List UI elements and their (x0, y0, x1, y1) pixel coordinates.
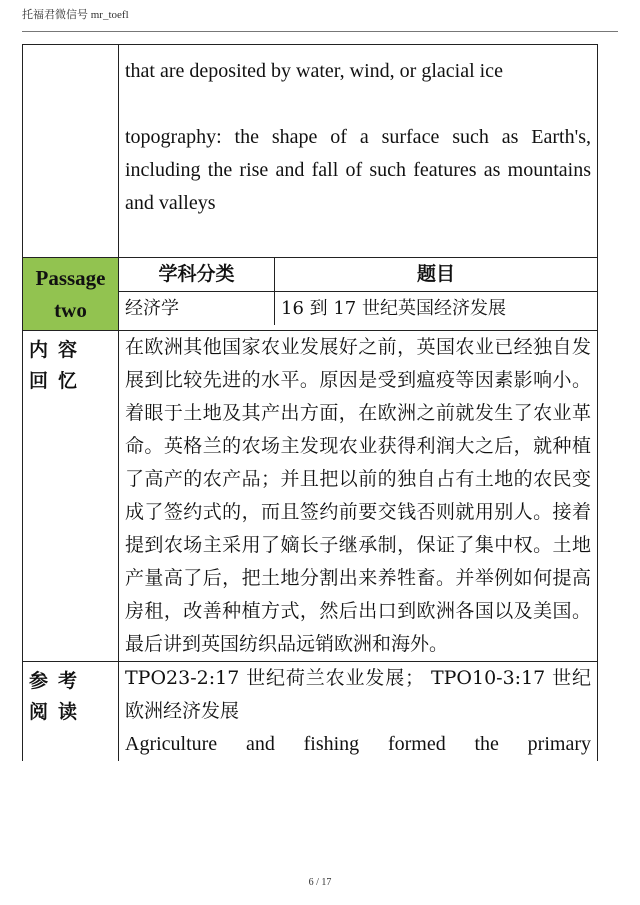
topic-header: 题目 (416, 263, 455, 285)
reference-english: Agriculture and fishing formed the primary (125, 733, 591, 755)
page-number: 6 / 17 (308, 877, 332, 888)
table-row-recall (23, 331, 597, 662)
passage-value-row (119, 292, 597, 325)
topic-value: 16 到 17 世纪英国经济发展 (281, 298, 506, 319)
reference-list: TPO23-2:17 世纪荷兰农业发展； TPO10-3:17 世纪欧洲经济发展 (125, 667, 591, 722)
recall-text: 在欧洲其他国家农业发展好之前，英国农业已经独自发展到比较先进的水平。原因是受到瘟疫等因素影响小。着眼于土地及其产出方面，在欧洲之前就发生了农业革命。英格兰的农场主发现农业获得利润大之后，就种植了高产的农产品；并且把以前的独自占有土地的农民变成了签约式的，而且签约前要交钱否则就用别人。接着提到农场主采用了嫡长子继承制，保证了集中权。土地产量高了后，把土地分割出来养牲畜。并举例如何提高房租，改善种植方式，然后出口到欧洲各国以及美国。最后讲到英国纺织品远销欧洲和海外。 (125, 336, 591, 655)
content-table (22, 44, 598, 761)
header-text: 托福君微信号 mr_toefl (22, 9, 129, 21)
table-row-reference (23, 662, 597, 761)
passage-info (119, 258, 597, 330)
vocabulary-line: that are deposited by water, wind, or glacial ice (125, 60, 503, 82)
passage-label: Passage two (23, 258, 119, 330)
subject-value: 经济学 (119, 292, 275, 325)
passage-header-row (119, 258, 597, 292)
reference-label: 参考阅读 (23, 662, 119, 761)
vocabulary-cell (119, 45, 597, 257)
reference-cell (119, 662, 597, 761)
vocabulary-definition: topography: the shape of a surface such as Earth's, including the rise and fall of such features as mountains and valleys (125, 126, 591, 214)
recall-label: 内容回忆 (23, 331, 119, 661)
subject-header: 学科分类 (119, 258, 275, 291)
header-divider (22, 31, 618, 32)
table-row-vocabulary (23, 45, 597, 258)
table-row-passage (23, 258, 597, 331)
row-label-empty (23, 45, 119, 257)
